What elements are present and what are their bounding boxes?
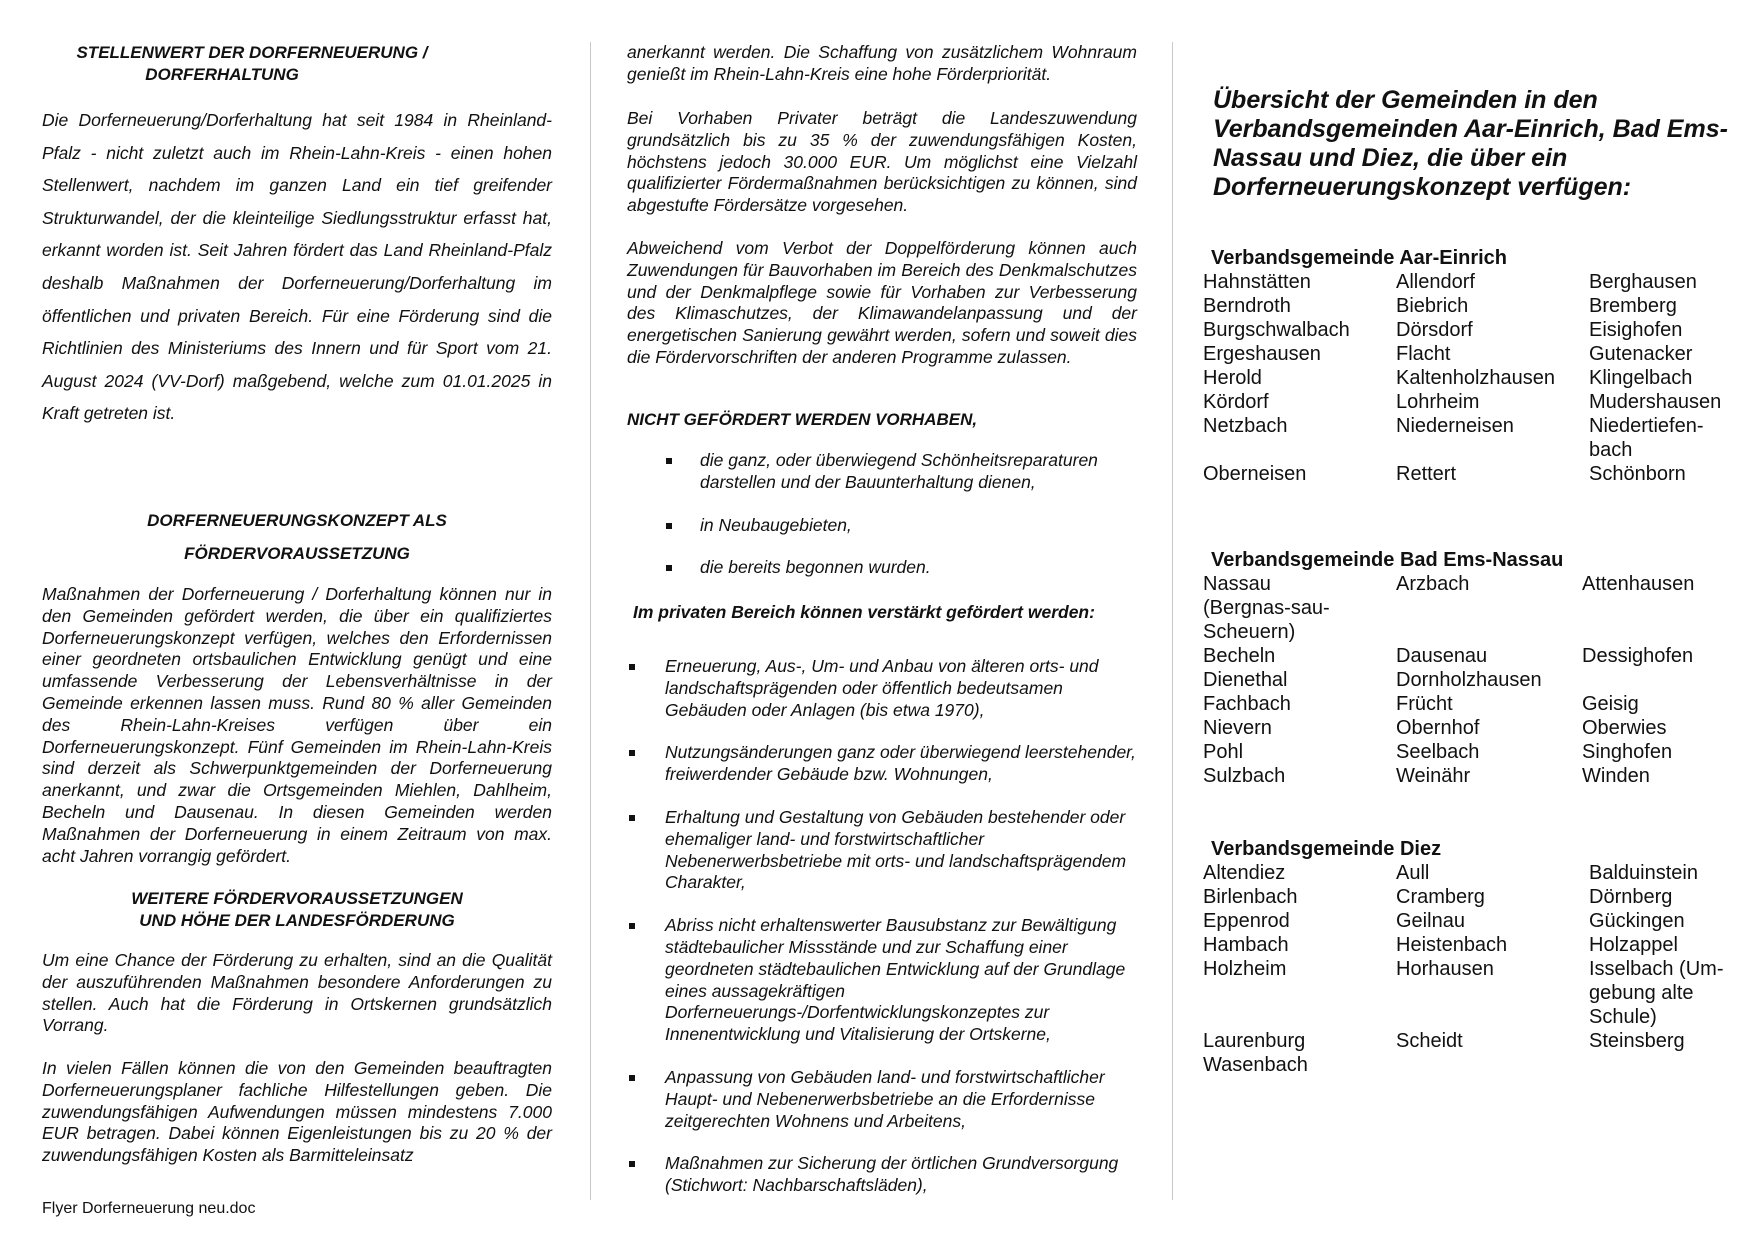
square-bullet-icon xyxy=(666,565,672,571)
municipality xyxy=(1396,1053,1589,1077)
municipality: Lohrheim xyxy=(1396,391,1480,413)
municipality: Allendorf xyxy=(1396,271,1475,293)
municipality xyxy=(1582,668,1732,692)
municipality: Niederneisen xyxy=(1396,415,1514,437)
municipality: Heistenbach xyxy=(1396,934,1508,956)
municipality: Isselbach (Um-gebung alte Schule) xyxy=(1589,958,1724,1028)
municipality: Dausenau xyxy=(1396,645,1488,667)
municipality: Gückingen xyxy=(1589,910,1685,932)
municipality: Dörnberg xyxy=(1589,886,1673,908)
municipality: Becheln xyxy=(1203,645,1276,667)
municipality: Dornholzhausen xyxy=(1396,669,1542,691)
group-heading: Verbandsgemeinde Bad Ems-Nassau xyxy=(1211,549,1564,571)
municipality: Netzbach xyxy=(1203,415,1288,437)
heading-line: STELLENWERT DER DORFERNEUERUNG / xyxy=(76,43,428,62)
municipality: Kördorf xyxy=(1203,391,1269,413)
group-aar-einrich xyxy=(1203,246,1739,486)
municipality-grid xyxy=(1203,270,1739,486)
municipality: Oberneisen xyxy=(1203,463,1307,485)
municipality: Geilnau xyxy=(1396,910,1465,932)
municipality: Cramberg xyxy=(1396,886,1485,908)
list-item-text: Maßnahmen zur Sicherung der örtlichen Grundversorgung (Stichwort: Nachbarschaftsläden), xyxy=(665,1153,1119,1196)
municipality: Wasenbach xyxy=(1203,1054,1308,1076)
municipality: Hambach xyxy=(1203,934,1289,956)
heading-line: FÖRDERVORAUSSETZUNG xyxy=(184,544,410,563)
municipality: Nassau (Bergnas-sau-Scheuern) xyxy=(1203,573,1330,643)
list-item xyxy=(629,1153,1139,1197)
municipality: Altendiez xyxy=(1203,862,1286,884)
square-bullet-icon xyxy=(629,815,635,821)
municipality: Niedertiefen-bach xyxy=(1589,415,1704,461)
municipality: Scheidt xyxy=(1396,1030,1463,1052)
document-filename: Flyer Dorferneuerung neu.doc xyxy=(42,1200,256,1217)
heading-stellenwert xyxy=(42,42,462,86)
municipality: Oberwies xyxy=(1582,717,1667,739)
municipality: Dessighofen xyxy=(1582,645,1694,667)
municipality: Laurenburg xyxy=(1203,1030,1306,1052)
heading-line: DORFERHALTUNG xyxy=(145,65,299,84)
group-diez xyxy=(1203,837,1739,1077)
municipality: Balduinstein xyxy=(1589,862,1698,884)
group-bad-ems-nassau xyxy=(1203,548,1732,788)
municipality: Berghausen xyxy=(1589,271,1697,293)
municipality: Dienethal xyxy=(1203,669,1288,691)
municipality: Biebrich xyxy=(1396,295,1469,317)
heading-line: UND HÖHE DER LANDESFÖRDERUNG xyxy=(139,911,455,930)
municipality-grid xyxy=(1203,572,1732,788)
column-divider xyxy=(590,42,591,1200)
municipality: Eisighofen xyxy=(1589,319,1683,341)
list-item-text: Anpassung von Gebäuden land- und forstwirtschaftlicher Haupt- und Nebenerwerbsbetriebe an die Erfordernisse zeitgerechten Wohnens und Arbeitens, xyxy=(665,1066,1105,1131)
municipality: Gutenacker xyxy=(1589,343,1693,365)
list-item-text: in Neubaugebieten, xyxy=(700,514,852,535)
list-item xyxy=(629,742,1139,786)
list-item xyxy=(629,915,1139,1046)
municipality: Weinähr xyxy=(1396,765,1471,787)
municipality: Winden xyxy=(1582,765,1650,787)
list-item-text: Abriss nicht erhaltenswerter Bausubstanz zur Bewältigung städtebaulicher Missstände und zur Schaffung einer geordneten städtebaulichen Entwicklung auf der Grundlage eines aussagekräftigen Dorferneuerungs-/Dorfentwicklungskonzeptes zur Innenentwicklung und Vitalisierung der Ortskerne, xyxy=(665,915,1126,1045)
municipality: Burgschwalbach xyxy=(1203,319,1350,341)
list-private-funding xyxy=(629,656,1139,1197)
square-bullet-icon xyxy=(629,750,635,756)
heading-weitere xyxy=(42,888,552,932)
list-item xyxy=(666,557,1106,579)
group-heading: Verbandsgemeinde Diez xyxy=(1211,838,1442,860)
list-item xyxy=(666,515,1106,537)
paragraph-chance: Um eine Chance der Förderung zu erhalten, sind an die Qualität der auszuführenden Maßnahmen besondere Anforderungen zu stellen. Auch hat die Förderung in Ortskernen grundsätzlich Vorrang. xyxy=(42,950,552,1036)
municipality: Singhofen xyxy=(1582,741,1673,763)
square-bullet-icon xyxy=(629,1075,635,1081)
municipality: Hahnstätten xyxy=(1203,271,1311,293)
municipality: Mudershausen xyxy=(1589,391,1722,413)
paragraph-hilfestellung: In vielen Fällen können die von den Gemeinden beauftragten Dorferneuerungsplaner fachliche Hilfestellungen geben. Die zuwendungsfähigen Aufwendungen müssen mindestens 7.000 EUR betragen. Dabei können Eigenleistungen bis zu 20 % der zuwendungsfähigen Kosten als Barmitteleinsatz xyxy=(42,1058,552,1166)
list-item-text: die bereits begonnen wurden. xyxy=(700,557,931,578)
list-item xyxy=(629,1067,1139,1132)
municipality: Schönborn xyxy=(1589,463,1686,485)
municipality: Holzappel xyxy=(1589,934,1678,956)
paragraph-stellenwert: Die Dorferneuerung/Dorferhaltung hat seit 1984 in Rheinland-Pfalz - nicht zuletzt auch im Rhein-Lahn-Kreis - einen hohen Stellenwert, nachdem im ganzen Land ein tief greifender Strukturwandel, der die kleinteilige Siedlungsstruktur erfasst hat, erkannt worden ist. Seit Jahren fördert das Land Rheinland-Pfalz deshalb Maßnahmen der Dorferneuerung/Dorferhaltung im öffentlichen und privaten Bereich. Für eine Förderung sind die Richtlinien des Ministeriums des Innern und für Sport vom 21. August 2024 (VV-Dorf) maßgebend, welche zum 01.01.2025 in Kraft getreten ist. xyxy=(42,110,552,424)
municipality: Eppenrod xyxy=(1203,910,1290,932)
square-bullet-icon xyxy=(666,523,672,529)
municipality: Holzheim xyxy=(1203,958,1287,980)
municipality: Dörsdorf xyxy=(1396,319,1473,341)
list-not-funded xyxy=(666,450,1106,579)
list-item-text: Erhaltung und Gestaltung von Gebäuden bestehender oder ehemaliger land- und forstwirtschaftlicher Nebenerwerbsbetriebe mit orts- und landschaftsprägendem Charakter, xyxy=(665,806,1127,893)
municipality: Klingelbach xyxy=(1589,367,1693,389)
municipality: Aull xyxy=(1396,862,1430,884)
list-item-text: die ganz, oder überwiegend Schönheitsreparaturen darstellen und der Bauunterhaltung dienen, xyxy=(700,450,1098,492)
paragraph-doppelfoerderung: Abweichend vom Verbot der Doppelförderung können auch Zuwendungen für Bauvorhaben im Bereich des Denkmalschutzes und der Denkmalpflege sowie für Vorhaben zur Verbesserung des Klimaschutzes, der Klimawandelanpassung und der energetischen Sanierung gewährt werden, sofern und soweit dies die Fördervorschriften der anderen Programme zulassen. xyxy=(627,238,1137,367)
list-item xyxy=(629,656,1139,721)
municipality-grid xyxy=(1203,861,1739,1077)
list-item-text: Erneuerung, Aus-, Um- und Anbau von älteren orts- und landschaftsprägenden oder öffentlich bedeutsamen Gebäuden oder Anlagen (bis etwa 1970), xyxy=(665,656,1099,720)
square-bullet-icon xyxy=(666,458,672,464)
municipality: Steinsberg xyxy=(1589,1030,1685,1052)
municipality: Bremberg xyxy=(1589,295,1677,317)
heading-line: DORFERNEUERUNGSKONZEPT ALS xyxy=(147,511,447,530)
heading-privater-bereich: Im privaten Bereich können verstärkt gefördert werden: xyxy=(633,602,1095,622)
heading-nicht-gefoerdert: NICHT GEFÖRDERT WERDEN VORHABEN, xyxy=(627,410,978,429)
municipality: Ergeshausen xyxy=(1203,343,1321,365)
list-item-text: Nutzungsänderungen ganz oder überwiegend leerstehender, freiwerdender Gebäude bzw. Wohnungen, xyxy=(665,742,1136,785)
municipality: Birlenbach xyxy=(1203,886,1298,908)
municipality: Nievern xyxy=(1203,717,1272,739)
heading-konzept xyxy=(42,504,552,570)
square-bullet-icon xyxy=(629,923,635,929)
list-item xyxy=(666,450,1106,494)
paragraph-private: Bei Vorhaben Privater beträgt die Landeszuwendung grundsätzlich bis zu 35 % der zuwendungsfähigen Kosten, höchstens jedoch 30.000 EUR. Um möglichst eine Vielzahl qualifizierter Fördermaßnahmen berücksichtigen zu können, sind abgestufte Fördersätze vorgesehen. xyxy=(627,108,1137,216)
overview-title: Übersicht der Gemeinden in den Verbandsgemeinden Aar-Einrich, Bad Ems-Nassau und Diez, die über ein Dorferneuerungskonzept verfügen: xyxy=(1213,86,1728,201)
group-heading: Verbandsgemeinde Aar-Einrich xyxy=(1211,247,1508,269)
municipality: Geisig xyxy=(1582,693,1639,715)
municipality: Frücht xyxy=(1396,693,1453,715)
square-bullet-icon xyxy=(629,664,635,670)
municipality: Herold xyxy=(1203,367,1262,389)
municipality xyxy=(1589,1053,1739,1077)
municipality: Fachbach xyxy=(1203,693,1291,715)
municipality: Flacht xyxy=(1396,343,1451,365)
municipality: Horhausen xyxy=(1396,958,1494,980)
column-divider xyxy=(1172,42,1173,1200)
municipality: Berndroth xyxy=(1203,295,1291,317)
municipality: Pohl xyxy=(1203,741,1244,763)
municipality: Kaltenholzhausen xyxy=(1396,367,1556,389)
municipality: Obernhof xyxy=(1396,717,1480,739)
municipality: Sulzbach xyxy=(1203,765,1286,787)
municipality: Rettert xyxy=(1396,463,1457,485)
list-item xyxy=(629,807,1139,894)
municipality: Arzbach xyxy=(1396,573,1470,595)
municipality: Seelbach xyxy=(1396,741,1480,763)
square-bullet-icon xyxy=(629,1161,635,1167)
heading-line: WEITERE FÖRDERVORAUSSETZUNGEN xyxy=(131,889,463,908)
paragraph-konzept: Maßnahmen der Dorferneuerung / Dorferhaltung können nur in den Gemeinden gefördert werden, die über ein qualifiziertes Dorferneuerungskonzept verfügen, welches den Erfordernissen einer geordneten ortsbaulichen Entwicklung genügt und eine umfassende Verbesserung der Lebensverhältnisse in der Gemeinde erkennen lassen muss. Rund 80 % aller Gemeinden des Rhein-Lahn-Kreises verfügen über ein Dorferneuerungskonzept. Fünf Gemeinden im Rhein-Lahn-Kreis sind derzeit als Schwerpunktgemeinden der Dorferneuerung anerkannt, und zwar die Ortsgemeinden Miehlen, Dahlheim, Becheln und Dausenau. In diesen Gemeinden werden Maßnahmen der Dorferneuerung in einem Zeitraum von max. acht Jahren vorrangig gefördert. xyxy=(42,584,552,866)
municipality: Attenhausen xyxy=(1582,573,1695,595)
paragraph-wohnraum: anerkannt werden. Die Schaffung von zusätzlichem Wohnraum genießt im Rhein-Lahn-Kreis eine hohe Förderpriorität. xyxy=(627,42,1137,84)
